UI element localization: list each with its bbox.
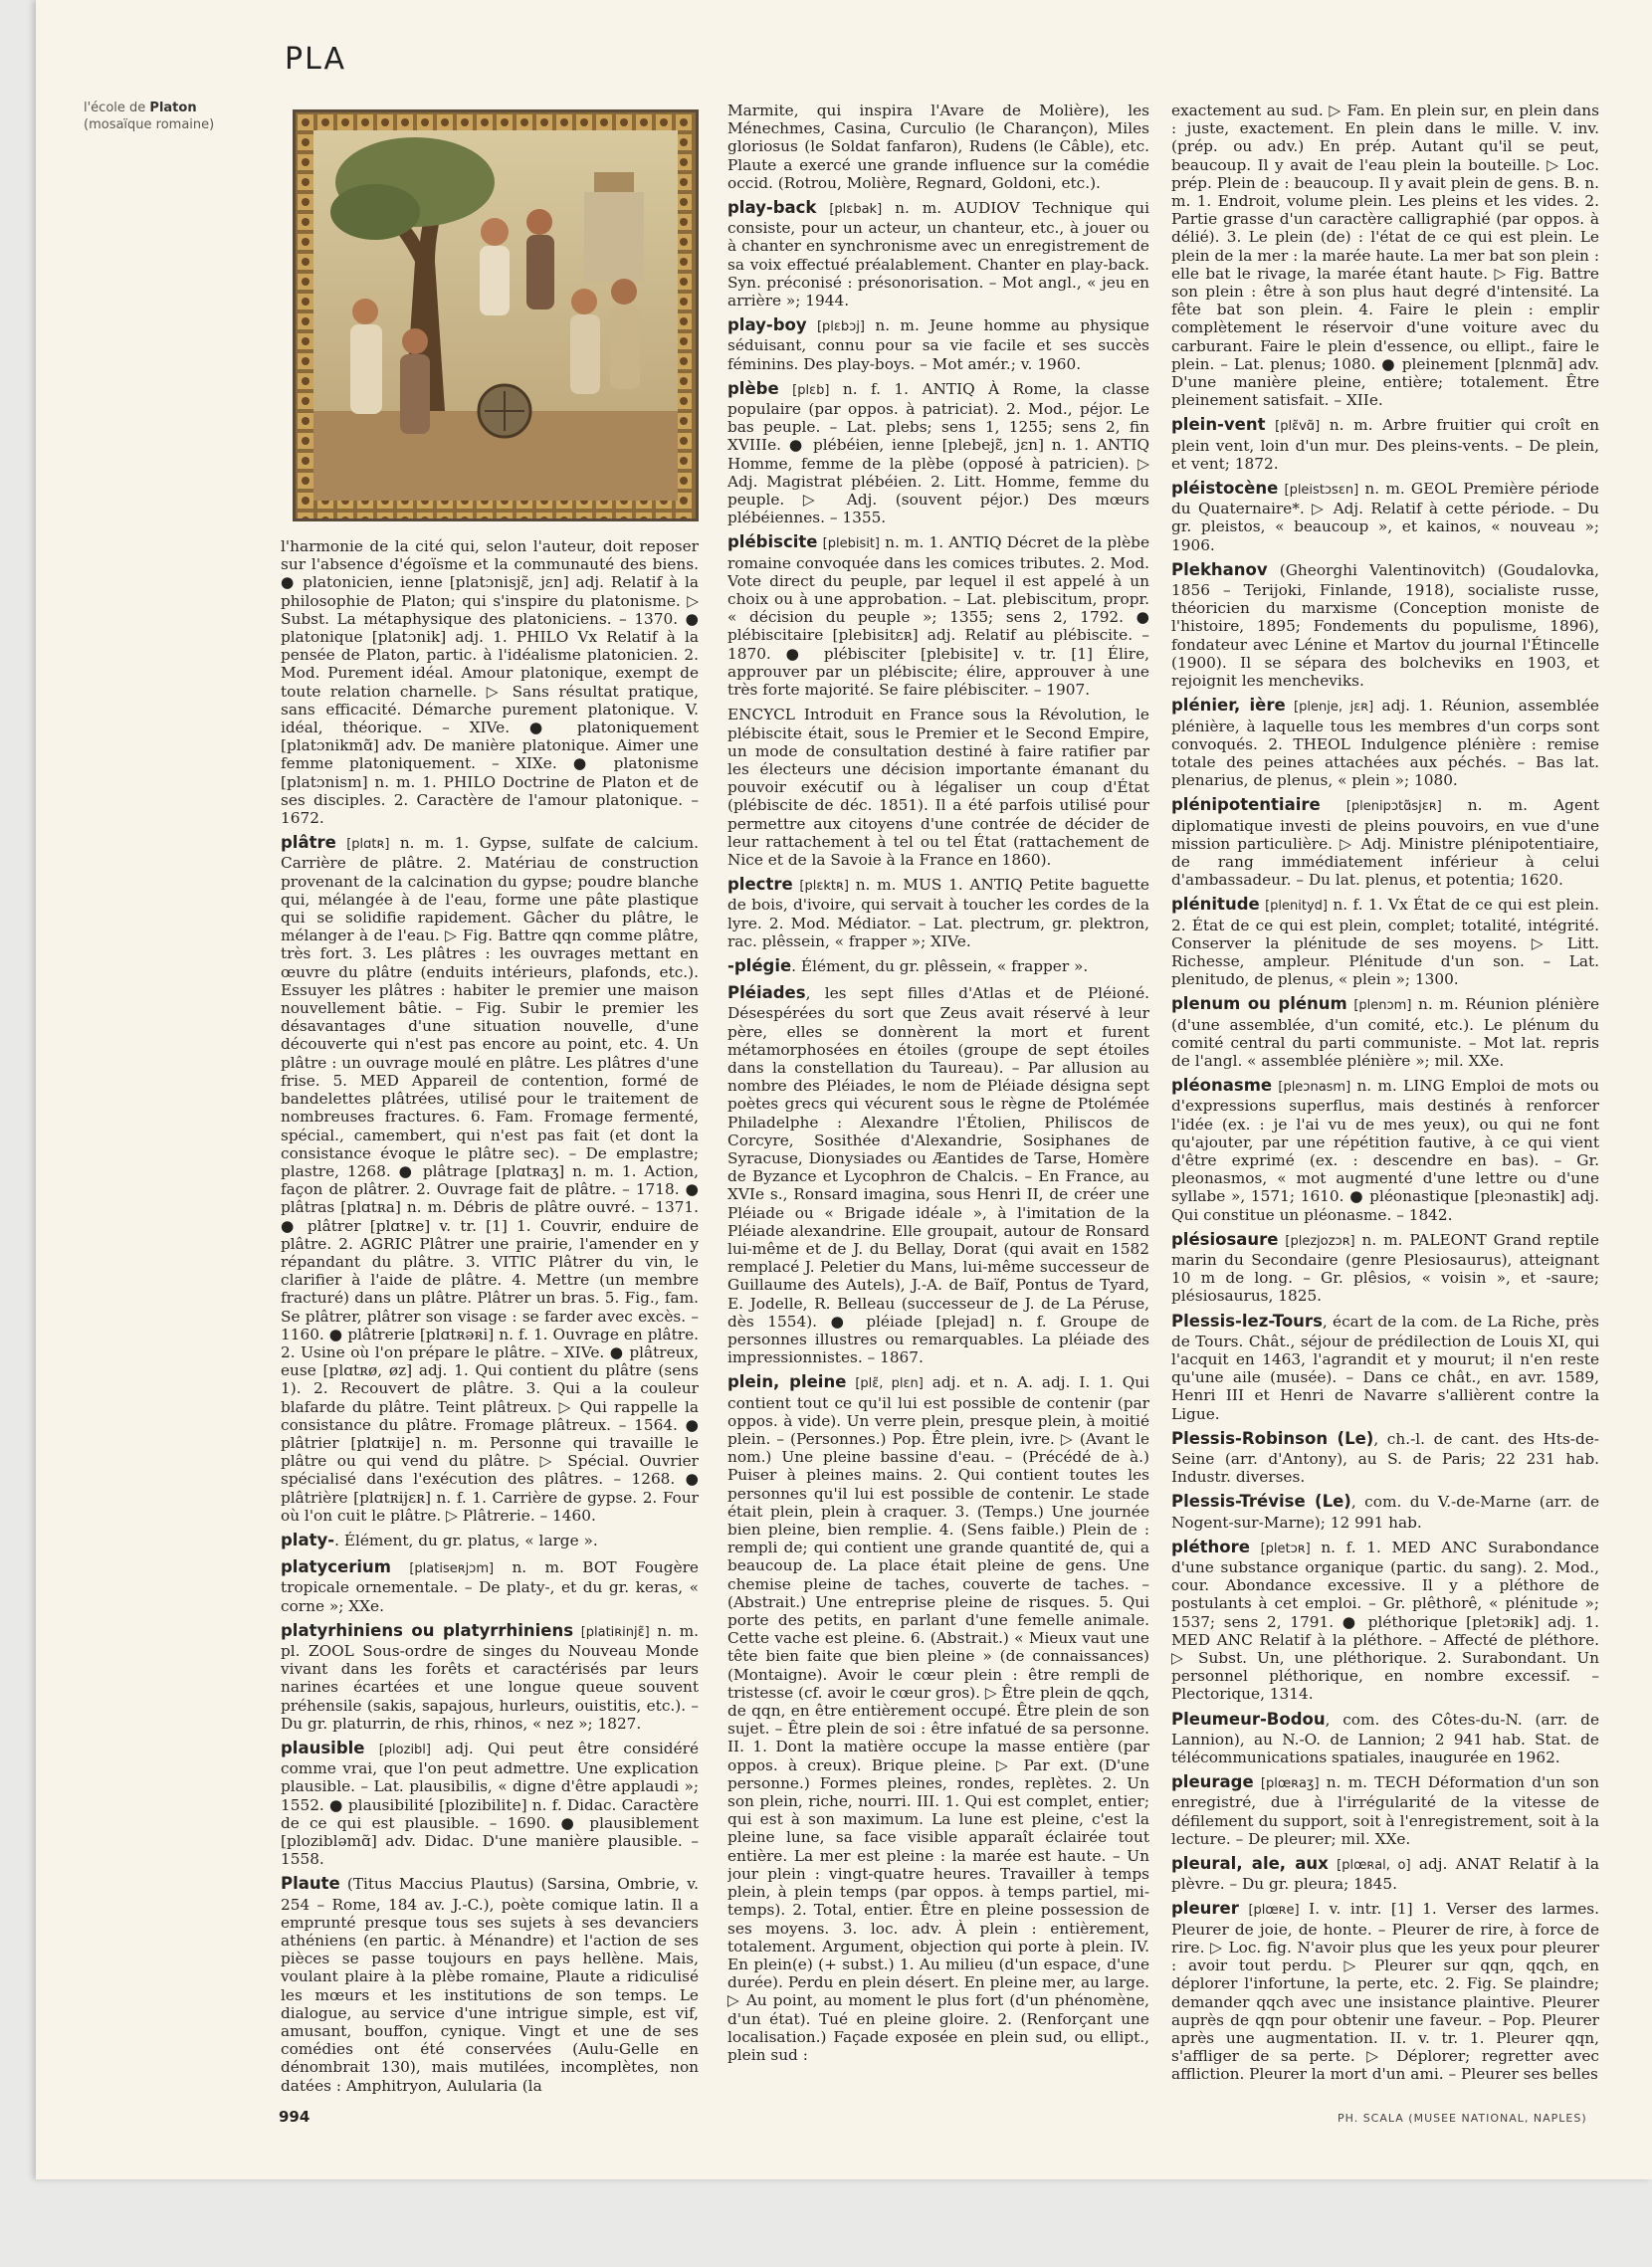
entry-headword: plésiosaure (1171, 1229, 1279, 1249)
entry-definition: n. m. BOT Fougère tropicale ornementale. – De platy-, et du gr. keras, « corne »; XXe. (281, 1558, 699, 1615)
entry-definition: , ch.-l. de cant. des Hts-de-Seine (arr. d'Antony), au S. de Paris; 22 231 hab. Industr. diverses. (1171, 1429, 1599, 1487)
entry-pronunciation: [platiʀinjɛ̃] (580, 1624, 650, 1640)
entry (281, 1558, 699, 1615)
entry (1171, 561, 1599, 690)
entry-headword: pleural, ale, aux (1171, 1854, 1329, 1874)
page-header-section: PLA (285, 42, 347, 77)
entry-headword: plectre (727, 875, 793, 895)
entry-headword: Plessis-Trévise (Le) (1171, 1492, 1351, 1512)
entry-text: ENCYCL Introduit en France sous la Révolution, le plébiscite était, sous le Premier et le Second Empire, un mode de consultation destiné à faire ratifier par les électeurs une décision importante émanant du pouvoir exécutif ou à légaliser un coup d'État (plébiscite de déc. 1851). Il a été parfois utilisé pour permettre aux citoyens d'une contrée de décider de leur rattachement à tel ou tel État (rattachement de Nice et de la Savoie à la France en 1860). (727, 706, 1149, 869)
caption-line2: (mosaïque romaine) (84, 117, 215, 132)
entry-pronunciation: [plenipɔtɑ̃sjɛʀ] (1345, 799, 1442, 815)
entry-text: l'harmonie de la cité qui, selon l'auteur, doit reposer sur l'absence d'égoïsme et la communauté des biens. ● platonicien, ienne [platɔnisjɛ̃, jɛn] adj. Relatif à la philosophie de Platon; qui s'inspire du platonisme. ▷ Subst. La métaphysique des platoniciens. – 1370. ● platonique [platɔnik] adj. 1. PHILO Vx Relatif à la pensée de Platon, partic. à l'idéalisme platonicien. 2. Mod. Purement idéal. Amour platonique, exempt de toute relation charnelle. ▷ Sans résultat pratique, sans efficacité. Démarche purement platonique. V. idéal, théorique. – XIVe. ● platoniquement [platɔnikmɑ̃] adv. De manière platonique. Aimer une femme platoniquement. – XIXe. ● platonisme [platɔnism] n. m. 1. PHILO Doctrine de Platon et de ses disciples. 2. Caractère de l'amour platonique. – 1672. (281, 537, 699, 828)
entry-definition: n. m. 1. Gypse, sulfate de calcium. Carrière de plâtre. 2. Matériau de construction provenant de la calcination du gypse; poudre blanche qui, mélangée à de l'eau, forme une pâte plastique qui se solidifie rapidement. Gâcher du plâtre, le mélanger à de l'eau. ▷ Fig. Battre qqn comme plâtre, très fort. 3. Les plâtres : les ouvrages mettant en œuvre du plâtre (enduits intérieurs, plafonds, etc.). Essuyer les plâtres : habiter le premier une maison nouvellement bâtie. – Fig. Subir le premier les désavantages d'une situation nouvelle, d'une découverte qui n'est pas encore au point, etc. 4. Un plâtre : un ouvrage moulé en plâtre. Les plâtres d'une frise. 5. MED Appareil de contention, formé de bandelettes plâtrées, utilisé pour le traitement de nombreuses fractures. 6. Fam. Fromage fermenté, spécial., camembert, qui n'est pas fait (et dont la consistance évoque le plâtre sec). – De emplastre; plastre, 1268. ● plâtrage [plɑtʀaʒ] n. m. 1. Action, façon de plâtrer. 2. Ouvrage fait de plâtre. – 1718. ● plâtras [plɑtʀa] n. m. Débris de plâtre ouvré. – 1371. ● plâtrer [plɑtʀe] v. tr. [1] 1. Couvrir, enduire de plâtre. 2. AGRIC Plâtrer une prairie, l'amender en y répandant du plâtre. 3. VITIC Plâtrer du vin, le clarifier à l'aide de plâtre. 4. Mettre (un membre fracturé) dans un plâtre. Plâtrer un bras. 5. Fig., fam. Se plâtrer, plâtrer son visage : se farder avec excès. – 1160. ● plâtrerie [plɑtʀəʀi] n. f. 1. Ouvrage en plâtre. 2. Usine où l'on prépare le plâtre. – XIVe. ● plâtreux, euse [plɑtʀø, øz] adj. 1. Qui contient du plâtre (sens 1). 2. Recouvert de plâtre. 3. Qui a la couleur blafarde du plâtre. Teint plâtreux. ▷ Qui rappelle la consistance du plâtre. Fromage plâtreux. – 1564. ● plâtrier [plɑtʀije] n. m. Personne qui travaille le plâtre ou qui vend du plâtre. ▷ Spécial. Ouvrier spécialisé dans l'exécution des plâtres. – 1268. ● plâtrière [plɑtʀijɛʀ] n. f. 1. Carrière de gypse. 2. Four où l'on cuit le plâtre. ▷ Plâtrerie. – 1460. (281, 834, 699, 1525)
entry-definition: n. m. LING Emploi de mots ou d'expressions superflus, mais destinés à renforcer l'idée (ex. : je l'ai vu de mes yeux), ou qui ne font qu'ajouter, par une répétition fautive, à ce qui vient d'être exprimé (ex. : descendre en bas). – Gr. pleonasmos, « mot augmenté d'une lettre ou d'une syllabe », 1571; 1610. ● pléonastique [pleɔnastik] adj. Qui constitue un pléonasme. – 1842. (1171, 1077, 1599, 1224)
entry-headword: plein-vent (1171, 415, 1266, 435)
entry-headword: Plekhanov (1171, 559, 1268, 579)
column-1 (281, 537, 699, 2105)
entry (1171, 1855, 1599, 1893)
entry-definition: adj. 1. Réunion, assemblée plénière, à laquelle tous les membres d'un corps sont convoqués. 2. THEOL Indulgence plénière : remise totale des peines attachées aux péchés. – Bas lat. plenarius, de plenus, « plein »; 1080. (1171, 697, 1599, 790)
entry (1171, 416, 1599, 473)
entry-headword: play-boy (727, 315, 807, 335)
entry-definition: n. f. 1. ANTIQ À Rome, la classe populaire (par oppos. à patriciat). 2. Mod., péjor. Le bas peuple. – Lat. plebs; sens 1, 1255; sens 2, fin XVIIIe. ● plébéien, ienne [plebejɛ̃, jɛn] n. 1. ANTIQ Homme, femme de la plèbe (opposé à patricien). ▷ Adj. Magistrat plébéien. 2. Litt. Homme, femme du peuple. ▷ Adj. (souvent péjor.) Des mœurs plébéiennes. – 1355. (727, 379, 1149, 527)
entry (281, 1622, 699, 1733)
entry-definition: , écart de la com. de La Riche, près de Tours. Chât., séjour de prédilection de Louis XI, qui l'acquit en 1463, l'agrandit et y mourut; il n'en reste qu'une aile (musée). – Dans ce chât., en avr. 1589, Henri III et Henri de Navarre s'allièrent contre la Ligue. (1171, 1312, 1599, 1423)
entry-text: exactement au sud. ▷ Fam. En plein sur, en plein dans : juste, exactement. En plein dans le mille. V. inv. (prép. ou adv.) En prép. Autant qu'il se peut, beaucoup. Il y avait de l'eau plein la bouteille. ▷ Loc. prép. Plein de : beaucoup. Il y avait plein de gens. B. n. m. 1. Endroit, volume plein. Les pleins et les vides. 2. Partie grasse d'un caractère calligraphié (par oppos. à délié). 3. Le plein (de) : l'état de ce qui est plein. Le plein de la mer : la marée haute. La mer bat son plein : elle bat le rivage, la marée étant haute. ▷ Fig. Battre son plein : être à son plus haut degré d'intensité. La fête bat son plein. 4. Faire le plein : emplir complètement le réservoir d'une voiture avec du carburant. Faire le plein d'essence, ou ellipt., faire le plein. – Lat. plenus; 1080. ● pleinement [plɛnmɑ̃] adv. D'une manière pleine, entière; totalement. Être pleinement satisfait. – XIIe. (1171, 102, 1599, 410)
entry-headword: plénier, ière (1171, 696, 1286, 716)
entry-pronunciation: [plenɔm] (1353, 998, 1412, 1014)
entry-headword: pléistocène (1171, 479, 1279, 499)
entry-pronunciation: [plɛb] (792, 382, 830, 398)
encyclopedic-note (727, 706, 1149, 869)
entry-headword: plausible (281, 1739, 365, 1757)
entry-definition: (Titus Maccius Plautus) (Sarsina, Ombrie, v. 254 – Rome, 184 av. J.-C.), poète comique latin. Il a emprunté presque tous ses sujets à ses devanciers athéniens (en partic. à Ménandre) et l'action de ses pièces se passe toujours en pays hellène. Mais, voulant plaire à la plèbe romaine, Plaute a ridiculisé les mœurs et les institutions de son temps. Le dialogue, au service d'une intrigue simple, est vif, amusant, bouffon, cynique. Vingt et une de ses comédies ont été conservées (Aulu-Gelle en dénombrait 130), mais mutilées, incomplètes, non datées : Amphitryon, Aulularia (la (281, 1875, 699, 2095)
entry-headword: plâtre (281, 833, 336, 853)
entry (1171, 480, 1599, 554)
entry-definition: (Gheorghi Valentinovitch) (Goudalovka, 1856 – Terijoki, Finlande, 1918), socialiste russe, théoricien du marxisme (Conception moniste de l'histoire, 1895; Fondements du populisme, 1896), fondateur avec Lénine et Martov du journal l'Étincelle (1900). Il se sépara des bolcheviks en 1903, et rejoignit les mencheviks. (1171, 560, 1599, 691)
platon-mosaic-image (293, 109, 699, 521)
entry (1171, 1430, 1599, 1487)
entry-definition: n. m. pl. ZOOL Sous-ordre de singes du Nouveau Monde vivant dans les forêts et caractérisés par leurs narines écartées et une longue queue souvent préhensile (sakis, sapajous, hurleurs, ouistitis, etc.). – Du gr. platurrin, de rhis, rhinos, « nez »; 1827. (281, 1621, 699, 1733)
entry (281, 1532, 699, 1551)
entry (1171, 1711, 1599, 1767)
entry (1171, 1231, 1599, 1306)
entry-pronunciation: [plɛ̃vɑ̃] (1275, 419, 1321, 435)
entry-pronunciation: [pletɔʀ] (1260, 1541, 1311, 1556)
entry (1171, 1493, 1599, 1531)
entry-pronunciation: [plɛbɔj] (816, 319, 866, 335)
entry-headword: Plessis-Robinson (Le) (1171, 1428, 1374, 1448)
entry-continuation (727, 102, 1149, 192)
entry-definition: n. m. PALEONT Grand reptile marin du Secondaire (genre Plesiosaurus), atteignant 10 m de long. – Gr. plêsios, « voisin », et -saure; plésiosaurus, 1825. (1171, 1230, 1599, 1306)
entry-headword: plébiscite (727, 532, 818, 552)
entry-headword: play-back (727, 198, 817, 218)
entry (727, 199, 1149, 309)
entry-headword: Plaute (281, 1874, 340, 1894)
entry-definition: . Élément, du gr. platus, « large ». (334, 1531, 598, 1549)
entry (727, 316, 1149, 373)
entry-definition: I. v. intr. [1] 1. Verser des larmes. Pleurer de joie, de honte. – Pleurer de rire, à force de rire. ▷ Loc. fig. N'avoir plus que les yeux pour pleurer : avoir tout perdu. ▷ Pleurer sur qqn, qqch, en déplorer l'infortune, la perte, etc. 2. Fig. Se plaindre; demander qqch avec une insistance plaintive. Pleurer auprès de qqn pour obtenir une faveur. – Pop. Pleurer après une augmentation. II. v. tr. 1. Pleurer qqn, s'affliger de sa perte. ▷ Déplorer; regretter avec affliction. Pleurer la mort d'un ami. – Pleurer ses belles (1171, 1900, 1599, 2084)
entry-definition: n. f. 1. MED ANC Surabondance d'une substance organique (partic. du sang). 2. Mod., cour. Abondance excessive. Il y a pléthore de postulants à cet emploi. – Gr. plêthorê, « plénitude »; 1537; sens 2, 1791. ● pléthorique [pletɔʀik] adj. 1. MED ANC Relatif à la pléthore. – Affecté de pléthore. ▷ Subst. Un, une pléthorique. 2. Surabondant. Un personnel pléthorique, en nombre excessif. – Plectorique, 1314. (1171, 1538, 1599, 1704)
entry (281, 834, 699, 1525)
entry (281, 1740, 699, 1868)
entry-pronunciation: [plezjozɔʀ] (1285, 1233, 1355, 1249)
entry (1171, 1077, 1599, 1224)
entry (1171, 697, 1599, 789)
entry (281, 1875, 699, 2094)
entry-text: Marmite, qui inspira l'Avare de Molière), les Ménechmes, Casina, Curculio (le Charançon), Miles gloriosus (le Soldat fanfaron), Rudens (le Câble), etc. Plaute a exercé une grande influence sur la comédie occid. (Rotrou, Molière, Regnard, Goldoni, etc.). (727, 102, 1149, 192)
entry-definition: n. m. Agent diplomatique investi de pleins pouvoirs, en vue d'une mission particulière. ▷ Adj. Ministre plénipotentiaire, de rang immédiatement inférieur à celui d'ambassadeur. – Du lat. plenus, et potentia; 1620. (1171, 796, 1599, 890)
entry-definition: n. m. GEOL Première période du Quaternaire*. ▷ Adj. Relatif à cette période. – Du gr. pleistos, « beaucoup », et kainos, « nouveau »; 1906. (1171, 480, 1599, 554)
entry-definition: n. m. Réunion plénière (d'une assemblée, d'un comité, etc.). Le plénum du comité central du parti communiste. – Mot lat. repris de l'angl. « assemblée plénière »; mil. XXe. (1171, 995, 1599, 1070)
caption-prefix: l'école de (84, 101, 150, 115)
entry (727, 957, 1149, 977)
entry-pronunciation: [plœʀe] (1248, 1903, 1300, 1919)
entry-definition: , com. du V.-de-Marne (arr. de Nogent-sur-Marne); 12 991 hab. (1171, 1493, 1599, 1532)
entry-headword: pléthore (1171, 1537, 1250, 1556)
entry-pronunciation: [pleɔnasm] (1278, 1080, 1351, 1096)
entry-definition: , les sept filles d'Atlas et de Pléioné. Désespérées du sort que Zeus avait réservé à leur père, elles se donnèrent la mort et furent métamorphosées en étoiles (groupe de sept étoiles dans la constellation du Taureau). – Par allusion au nombre des Pléiades, le nom de Pléiade désigna sept poètes grecs qui vécurent sous le règne de Ptolémée Philadelphe : Alexandre l'Étolien, Philiscos de Corcyre, Sosithée d'Alexandrie, Sosiphanes de Syracuse, Dionysiades ou Æantides de Tarse, Homère de Byzance et Lycophron de Chalcis. – En France, au XVIe s., Ronsard imagina, sous Henri II, de créer une Pléiade ou « Brigade idéale », à l'imitation de la Pléiade alexandrine. Elle groupait, autour de Ronsard lui-même et de J. du Bellay, Dorat (qui avait en 1582 remplacé J. Peletier du Mans, lui-même successeur de Guillaume des Autels), J.-A. de Baïf, Pontus de Tyard, E. Jodelle, R. Belleau (successeur de J. de La Péruse, dès 1554). ● pléiade [plejad] n. f. Groupe de personnes illustres ou remarquables. La pléiade des impressionnistes. – 1867. (727, 984, 1149, 1367)
entry-headword: plenum ou plénum (1171, 994, 1347, 1014)
entry-continuation (1171, 102, 1599, 409)
entry (1171, 796, 1599, 889)
entry-definition: n. m. Jeune homme au physique séduisant, connu pour sa vie facile et ses succès féminins. Des play-boys. – Mot amér.; v. 1960. (727, 316, 1149, 373)
column-3 (1171, 102, 1599, 2102)
entry-pronunciation: [pleistɔsɛn] (1284, 483, 1359, 499)
entry-headword: Pléiades (727, 983, 806, 1003)
entry (727, 380, 1149, 527)
dictionary-page (36, 0, 1652, 2179)
entry-pronunciation: [plɛ̃, plɛn] (855, 1376, 924, 1392)
entry-headword: platyrhiniens ou platyrrhiniens (281, 1620, 574, 1640)
entry-headword: plein, pleine (727, 1372, 847, 1392)
entry-headword: platycerium (281, 1557, 391, 1577)
entry-definition: adj. ANAT Relatif à la plèvre. – Du gr. pleura; 1845. (1171, 1855, 1599, 1894)
entry-pronunciation: [plœʀal, o] (1337, 1858, 1411, 1874)
entry-definition: n. m. MUS 1. ANTIQ Petite baguette de bois, d'ivoire, qui servait à toucher les cordes de la lyre. 2. Mod. Médiator. – Lat. plectrum, gr. plektron, rac. plêssein, « frapper »; XIVe. (727, 876, 1149, 950)
photo-credit: PH. SCALA (MUSEE NATIONAL, NAPLES) (1338, 2112, 1587, 2125)
entry (727, 984, 1149, 1366)
entry-definition: adj. Qui peut être considéré comme vrai, que l'on peut admettre. Une explication plausible. – Lat. plausibilis, « digne d'être applaudi »; 1552. ● plausibilité [plozibilite] n. f. Didac. Caractère de ce qui est plausible. – 1690. ● plausiblement [plozibləmɑ̃] adv. Didac. D'une manière plausible. – 1558. (281, 1740, 699, 1869)
entry (727, 533, 1149, 699)
image-caption (84, 100, 283, 133)
entry (1171, 896, 1599, 988)
entry-definition: n. m. Arbre fruitier qui croît en plein vent, loin d'un mur. Des pleins-vents. – De plein, et vent; 1872. (1171, 416, 1599, 473)
entry (727, 1373, 1149, 2064)
entry-pronunciation: [platiseʀjɔm] (409, 1561, 495, 1577)
entry (1171, 995, 1599, 1070)
entry-pronunciation: [plɛktʀ] (799, 879, 849, 895)
entry-headword: Pleumeur-Bodou (1171, 1709, 1326, 1729)
page-number: 994 (279, 2108, 310, 2126)
entry-headword: -plégie (727, 955, 792, 975)
entry-headword: plèbe (727, 378, 779, 398)
entry-definition: , com. des Côtes-du-N. (arr. de Lannion), au N.-O. de Lannion; 2 941 hab. Stat. de télécommunications spatiales, inaugurée en 1962. (1171, 1710, 1599, 1767)
entry-headword: pleurage (1171, 1772, 1254, 1792)
caption-name: Platon (149, 101, 197, 115)
entry-definition: . Élément, du gr. plêssein, « frapper ». (791, 956, 1089, 975)
entry-pronunciation: [plɛbak] (829, 202, 883, 218)
entry (1171, 1313, 1599, 1423)
entry-headword: platy- (281, 1530, 335, 1549)
entry-headword: plénipotentiaire (1171, 795, 1321, 815)
entry (727, 876, 1149, 950)
entry-pronunciation: [plœʀaʒ] (1260, 1776, 1320, 1792)
entry-pronunciation: [plozibl] (378, 1743, 431, 1757)
entry-pronunciation: [plebisit] (822, 536, 880, 552)
entry-definition: adj. et n. A. adj. I. 1. Qui contient tout ce qu'il lui est possible de contenir (par oppos. à vide). Un verre plein, presque plein, à moitié plein. – (Personnes.) Pop. Être plein, ivre. ▷ (Avant le nom.) Une pleine bassine d'eau. – (Précédé de à.) Puiser à pleines mains. 2. Qui contient toutes les personnes qu'il lui est possible de contenir. Le stade était plein, plein à craquer. 3. (Temps.) Une journée bien pleine, bien remplie. 4. (Sens faible.) Plein de : rempli de; qui contient une grande quantité de, qui a beaucoup de. La place était pleine de gens. Une chemise pleine de taches, couverte de taches. – (Abstrait.) Une entreprise pleine de risques. 5. Qui porte des petits, en parlant d'une femelle animale. Cette vache est pleine. 6. (Abstrait.) « Mieux vaut une tête bien faite que bien pleine » (de connaissances) (Montaigne). Avoir le cœur plein : être rempli de tristesse (cf. avoir le cœur gros). ▷ Être plein de qqch, de qqn, en être entièrement occupé. Être plein de son sujet. – Être plein de soi : être infatué de sa personne. II. 1. Dont la matière occupe la masse entière (par oppos. à creux). Brique pleine. ▷ Par ext. (D'une personne.) Formes pleines, rondes, replètes. 2. Un son plein, riche, nourri. III. 1. Qui est complet, entier; qui est à son maximum. La lune est pleine, c'est la pleine lune, sa face visible apparaît éclairée tout entière. La mer est pleine : la marée est haute. – Un jour plein : vingt-quatre heures. Travailler à temps plein, à plein temps (par oppos. à temps partiel, mi-temps). 2. Total, entier. Être en pleine possession de ses moyens. 3. loc. adv. À plein : entièrement, totalement. Argument, objection qui porte à plein. IV. En plein(e) (+ subst.) 1. Au milieu (d'un espace, d'une durée). Perdu en plein désert. En pleine mer, au large. ▷ Au point, au moment le plus fort (d'un phénomène, d'un état). Tué en pleine gloire. 2. (Renforçant une localisation.) Façade exposée en plein sud, ou ellipt., plein sud : (727, 1373, 1149, 2064)
entry (1171, 1900, 1599, 2083)
entry-definition: n. m. TECH Déformation d'un son enregistré, due à l'irrégularité de la vitesse de défilement du support, soit à l'enregistrement, soit à la lecture. – De pleurer; mil. XXe. (1171, 1773, 1599, 1848)
entry-pronunciation: [plɑtʀ] (346, 837, 390, 853)
column-2 (727, 102, 1149, 2102)
entry-headword: pleurer (1171, 1899, 1239, 1919)
entry (1171, 1773, 1599, 1848)
entry-headword: plénitude (1171, 895, 1260, 915)
entry-definition: n. m. 1. ANTIQ Décret de la plèbe romaine convoquée dans les comices tributes. 2. Mod. Vote direct du peuple, par lequel il est appelé à un choix ou à une approbation. – Lat. plebiscitum, propr. « décision du peuple »; 1355; sens 2, 1792. ● plébiscitaire [plebisitɛʀ] adj. Relatif au plébiscite. – 1870. ● plébisciter [plebisite] v. tr. [1] Élire, approuver par un plébiscite; élire, approuver à une très forte majorité. Se faire plébisciter. – 1907. (727, 533, 1149, 700)
entry-headword: pléonasme (1171, 1076, 1273, 1096)
entry-pronunciation: [plenityd] (1265, 899, 1329, 915)
entry-continuation (281, 537, 699, 827)
entry-definition: n. m. AUDIOV Technique qui consiste, pour un acteur, un chanteur, etc., à jouer ou à chanter en synchronisme avec un enregistrement de sa voix effectué préalablement. Chanter en play-back. Syn. préconisé : présonorisation. – Mot angl., « jeu en arrière »; 1944. (727, 199, 1149, 310)
entry (1171, 1539, 1599, 1704)
mosaic-illustration (296, 112, 696, 518)
entry-definition: n. f. 1. Vx État de ce qui est plein. 2. État de ce qui est plein, complet; totalité, intégrité. Conserver la plénitude de ses moyens. ▷ Litt. Richesse, ampleur. Plénitude d'un son. – Lat. plenitudo, de plenus, « plein »; 1300. (1171, 896, 1599, 989)
entry-headword: Plessis-lez-Tours (1171, 1311, 1323, 1331)
entry-pronunciation: [plenje, jɛʀ] (1294, 700, 1374, 716)
